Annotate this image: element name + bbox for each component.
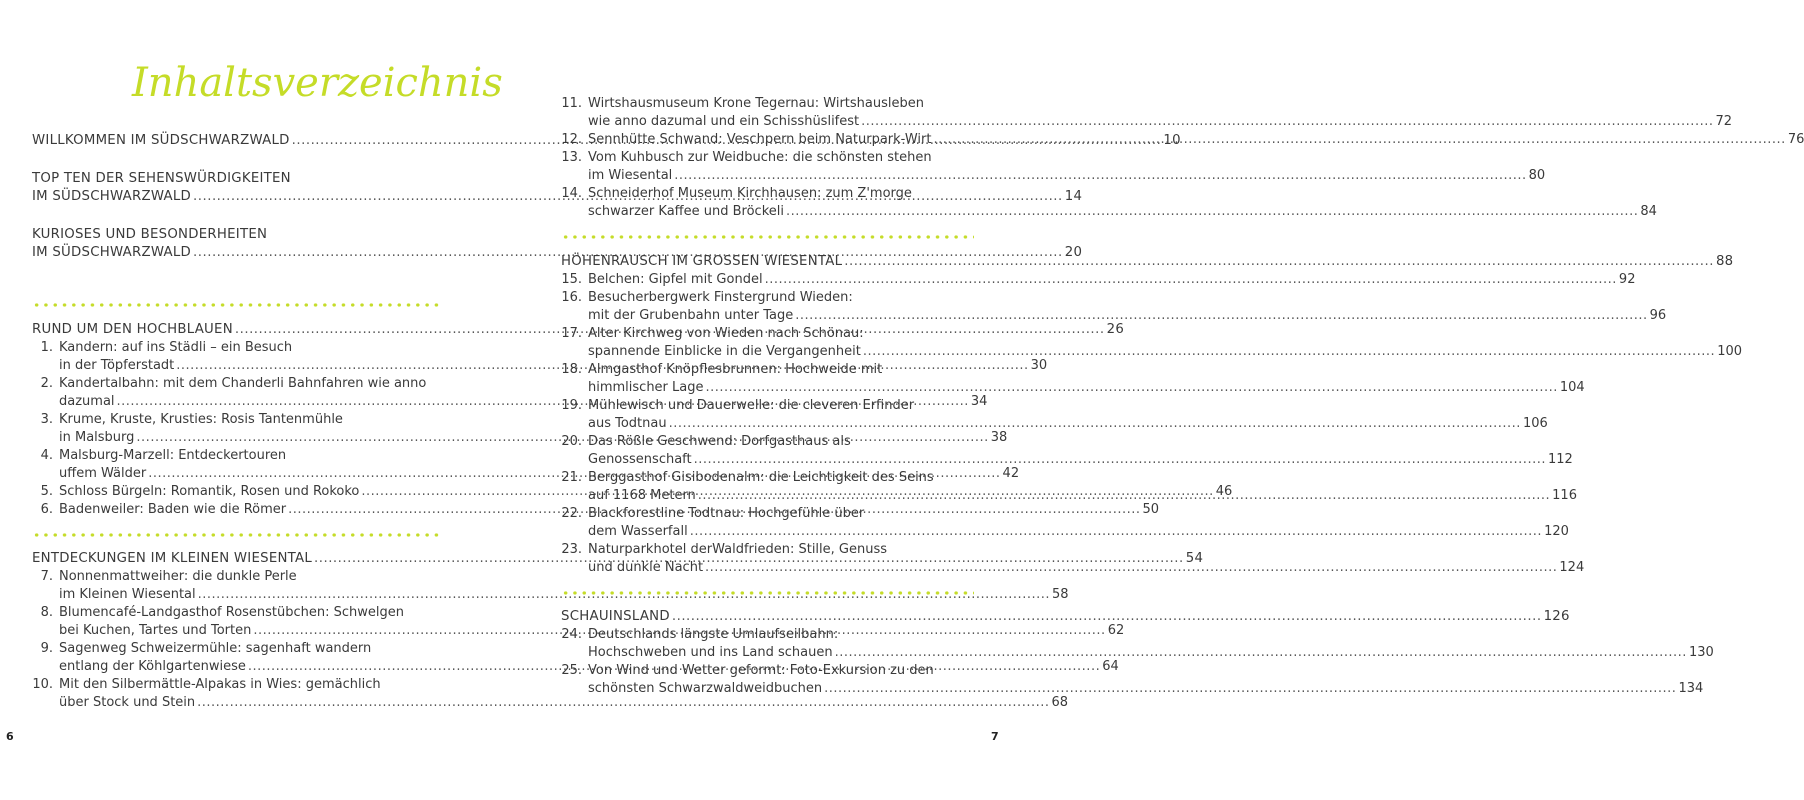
entry-text: im Wiesental — [588, 168, 673, 183]
page-ref: 84 — [1640, 204, 1657, 219]
page-ref: 20 — [1064, 245, 1083, 260]
entry-line — [59, 640, 444, 658]
entry-line — [588, 185, 974, 203]
entry-text: Sagenweg Schweizermühle: sagenhaft wandern — [59, 641, 372, 656]
entry-text: auf 1168 Metern — [588, 488, 696, 503]
entry-line — [59, 375, 444, 393]
entry-line — [59, 604, 444, 622]
entry-line — [588, 343, 1743, 361]
entry-line — [588, 307, 1667, 325]
dot-leader — [674, 167, 1526, 185]
spacer — [32, 206, 444, 226]
entry-text: Wirtshausmuseum Krone Tegernau: Wirtshausleben — [588, 96, 924, 111]
spacer — [32, 262, 444, 303]
entry-text: Nonnenmattweiher: die dunkle Perle — [59, 569, 297, 584]
entry-line — [588, 469, 974, 487]
dot-leader — [694, 451, 1546, 469]
entry-text: dem Wasserfall — [588, 524, 688, 539]
toc-title — [130, 58, 503, 108]
page-ref: 42 — [1002, 466, 1020, 481]
entry-text: Malsburg-Marzell: Entdeckertouren — [59, 448, 287, 463]
entry-number: 13. — [561, 150, 582, 165]
page-ref: 126 — [1543, 609, 1570, 624]
entry-number: 12. — [561, 132, 582, 147]
page-ref: 116 — [1552, 488, 1577, 503]
page-ref: 26 — [1106, 322, 1125, 337]
entry-line — [588, 433, 974, 451]
entry-line — [59, 447, 444, 465]
page-ref: 34 — [970, 394, 988, 409]
page-ref: 120 — [1544, 524, 1569, 539]
entry-number: 18. — [561, 362, 582, 377]
intro-heading — [32, 226, 444, 244]
toc-entry — [561, 149, 1546, 185]
page-ref: 124 — [1559, 560, 1585, 575]
entry-number: 7. — [40, 569, 53, 584]
entry-number: 15. — [561, 272, 582, 287]
entry-line — [59, 676, 444, 694]
entry-line — [588, 289, 974, 307]
page-ref: 104 — [1559, 380, 1585, 395]
page-ref: 58 — [1052, 587, 1069, 602]
entry-text: Belchen: Gipfel mit Gondel — [588, 272, 763, 287]
entry-number: 10. — [32, 677, 53, 692]
spacer — [32, 307, 444, 321]
entry-number: 20. — [561, 434, 582, 449]
entry-text: Mit den Silbermättle-Alpakas in Wies: gemächlich — [59, 677, 381, 692]
spacer — [561, 595, 974, 608]
entry-text: spannende Einblicke in die Vergangenheit — [588, 344, 861, 359]
page-ref: 68 — [1051, 695, 1069, 710]
entry-text: über Stock und Stein — [59, 695, 196, 710]
spacer — [32, 519, 444, 533]
entry-text: Sennhütte Schwand: Veschpern beim Naturpark-Wirt — [588, 132, 932, 147]
entry-number: 9. — [40, 641, 53, 656]
page-number-left: 6 — [6, 730, 14, 743]
page-ref: 96 — [1649, 308, 1667, 323]
entry-line — [59, 568, 444, 586]
page-ref: 112 — [1547, 452, 1573, 467]
entry-number: 6. — [40, 502, 53, 517]
entry-text: in Malsburg — [59, 430, 135, 445]
toc-entry — [561, 289, 1667, 325]
heading-text: HÖHENRAUSCH IM GROSSEN WIESENTAL — [561, 254, 843, 269]
page-ref: 38 — [990, 430, 1008, 445]
entry-number: 1. — [40, 340, 53, 355]
entry-number: 11. — [561, 96, 582, 111]
entry-text: Mühlewisch und Dauerwelle: die cleveren Erfinder — [588, 398, 915, 413]
entry-text: Besucherbergwerk Finstergrund Wieden: — [588, 290, 853, 305]
page-ref: 130 — [1688, 645, 1714, 660]
toc-entry — [32, 568, 1069, 604]
dot-leader — [690, 523, 1542, 541]
heading-text: IM SÜDSCHWARZWALD — [32, 245, 192, 260]
entry-line — [588, 505, 974, 523]
section-heading — [561, 608, 1570, 626]
dot-leader — [933, 131, 1785, 149]
spacer — [561, 577, 974, 591]
dot-leader — [863, 343, 1715, 361]
spacer — [32, 150, 444, 170]
entry-number: 4. — [40, 448, 53, 463]
dot-leader — [669, 415, 1521, 433]
entry-text: Hochschweben und ins Land schauen — [588, 645, 833, 660]
entry-line — [59, 694, 1069, 712]
entry-text: mit der Grubenbahn unter Tage — [588, 308, 794, 323]
entry-text: Naturparkhotel derWaldfrieden: Stille, Genuss — [588, 542, 888, 557]
entry-line — [59, 411, 444, 429]
entry-text: im Kleinen Wiesental — [59, 587, 196, 602]
dot-leader — [844, 253, 1714, 271]
page-ref: 46 — [1215, 484, 1233, 499]
page-ref: 134 — [1678, 681, 1704, 696]
entry-number: 22. — [561, 506, 582, 521]
entry-text: Kandertalbahn: mit dem Chanderli Bahnfahren wie anno — [59, 376, 427, 391]
entry-number: 17. — [561, 326, 582, 341]
entry-line — [588, 415, 1548, 433]
entry-line — [588, 95, 974, 113]
entry-text: aus Todtnau — [588, 416, 667, 431]
entry-text: Blumencafé-Landgasthof Rosenstübchen: Schwelgen — [59, 605, 405, 620]
toc-entry — [561, 185, 1657, 221]
entry-text: schönsten Schwarzwaldweidbuchen — [588, 681, 823, 696]
page-ref: 62 — [1107, 623, 1125, 638]
entry-text: Alter Kirchweg von Wieden nach Schönau: — [588, 326, 864, 341]
entry-number: 24. — [561, 627, 582, 642]
entry-number: 19. — [561, 398, 582, 413]
page-ref: 80 — [1528, 168, 1546, 183]
entry-text: Deutschlands längste Umlaufseilbahn: — [588, 627, 839, 642]
toc-entry — [561, 95, 1733, 131]
entry-line — [588, 644, 1714, 662]
heading-text: SCHAUINSLAND — [561, 609, 670, 624]
entry-text: Badenweiler: Baden wie die Römer — [59, 502, 287, 517]
dot-leader — [795, 307, 1647, 325]
entry-line — [588, 149, 974, 167]
entry-line — [588, 203, 1657, 221]
heading-text: KURIOSES UND BESONDERHEITEN — [32, 227, 268, 242]
entry-text: Krume, Kruste, Krusties: Rosis Tantenmühle — [59, 412, 343, 427]
page-ref: 76 — [1787, 132, 1804, 147]
page-ref: 64 — [1102, 659, 1119, 674]
page-ref: 106 — [1522, 416, 1548, 431]
entry-number: 21. — [561, 470, 582, 485]
entry-text: entlang der Köhlgartenwiese — [59, 659, 246, 674]
heading-text: WILLKOMMEN IM SÜDSCHWARZWALD — [32, 133, 290, 148]
entry-line — [59, 339, 444, 357]
entry-line — [588, 167, 1546, 185]
page-ref: 92 — [1618, 272, 1636, 287]
entry-text: uffem Wälder — [59, 466, 147, 481]
entry-text: dazumal — [59, 394, 115, 409]
toc-entry — [561, 271, 1636, 289]
dot-leader — [672, 608, 1542, 626]
entry-number: 14. — [561, 186, 582, 201]
page-ref: 72 — [1715, 114, 1733, 129]
entry-text: Blackforestline Todtnau: Hochgefühle über — [588, 506, 865, 521]
dot-leader — [698, 487, 1550, 505]
entry-number: 5. — [40, 484, 53, 499]
page-ref: 30 — [1030, 358, 1048, 373]
entry-line — [588, 662, 974, 680]
page-number-right: 7 — [991, 730, 999, 743]
entry-line — [588, 271, 1636, 289]
entry-text: Genossenschaft — [588, 452, 692, 467]
page-ref: 10 — [1163, 133, 1181, 148]
dot-leader — [765, 271, 1617, 289]
entry-number: 25. — [561, 663, 582, 678]
entry-line — [588, 397, 974, 415]
entry-line — [588, 113, 1733, 131]
svg-text:Inhaltsverzeichnis: Inhaltsverzeichnis — [132, 60, 503, 106]
dot-leader — [824, 680, 1676, 698]
entry-number: 2. — [40, 376, 53, 391]
entry-text: wie anno dazumal und ein Schisshüslifest — [588, 114, 860, 129]
heading-text: TOP TEN DER SEHENSWÜRDIGKEITEN — [32, 171, 291, 186]
dot-leader — [786, 203, 1638, 221]
entry-text: Schneiderhof Museum Kirchhausen: zum Z'morge — [588, 186, 912, 201]
entry-line — [588, 361, 974, 379]
entry-text: schwarzer Kaffee und Bröckeli — [588, 204, 784, 219]
page-ref: 100 — [1717, 344, 1743, 359]
entry-text: himmlischer Lage — [588, 380, 704, 395]
heading-text: RUND UM DEN HOCHBLAUEN — [32, 322, 233, 337]
entry-line — [588, 325, 974, 343]
entry-text: in der Töpferstadt — [59, 358, 175, 373]
intro-heading — [32, 170, 444, 188]
page-ref: 50 — [1142, 502, 1160, 517]
entry-text: Von Wind und Wetter geformt: Foto-Exkursion zu den — [588, 663, 934, 678]
entry-text: Kandern: auf ins Städli – ein Besuch — [59, 340, 293, 355]
entry-text: und dunkle Nacht — [588, 560, 704, 575]
spacer — [32, 537, 444, 550]
entry-number: 16. — [561, 290, 582, 305]
heading-text: IM SÜDSCHWARZWALD — [32, 189, 192, 204]
entry-text: Vom Kuhbusch zur Weidbuche: die schönsten stehen — [588, 150, 932, 165]
spacer — [561, 239, 974, 253]
entry-line — [588, 541, 974, 559]
entry-text: Berggasthof Gisibodenalm: die Leichtigkeit des Seins — [588, 470, 934, 485]
entry-line — [588, 379, 1585, 397]
page-ref: 54 — [1185, 551, 1204, 566]
entry-line — [588, 680, 1704, 698]
entry-number: 23. — [561, 542, 582, 557]
entry-line — [588, 559, 1585, 577]
entry-text: Almgasthof Knöpflesbrunnen: Hochweide mit — [588, 362, 883, 377]
dot-leader — [706, 379, 1558, 397]
dot-leader — [861, 113, 1713, 131]
entry-line — [588, 523, 1569, 541]
page-ref: 14 — [1064, 189, 1083, 204]
entry-text: bei Kuchen, Tartes und Torten — [59, 623, 252, 638]
dot-leader — [835, 644, 1687, 662]
heading-text: ENTDECKUNGEN IM KLEINEN WIESENTAL — [32, 551, 313, 566]
spacer — [561, 221, 974, 235]
entry-line — [59, 586, 1069, 604]
entry-text: Schloss Bürgeln: Romantik, Rosen und Rokoko — [59, 484, 360, 499]
entry-line — [588, 626, 974, 644]
page-ref: 88 — [1715, 254, 1734, 269]
entry-text: Das Rößle Geschwend: Dorfgasthaus als — [588, 434, 851, 449]
entry-number: 3. — [40, 412, 53, 427]
entry-number: 8. — [40, 605, 53, 620]
entry-line — [588, 451, 1573, 469]
section-heading — [561, 253, 1734, 271]
dot-leader — [705, 559, 1557, 577]
